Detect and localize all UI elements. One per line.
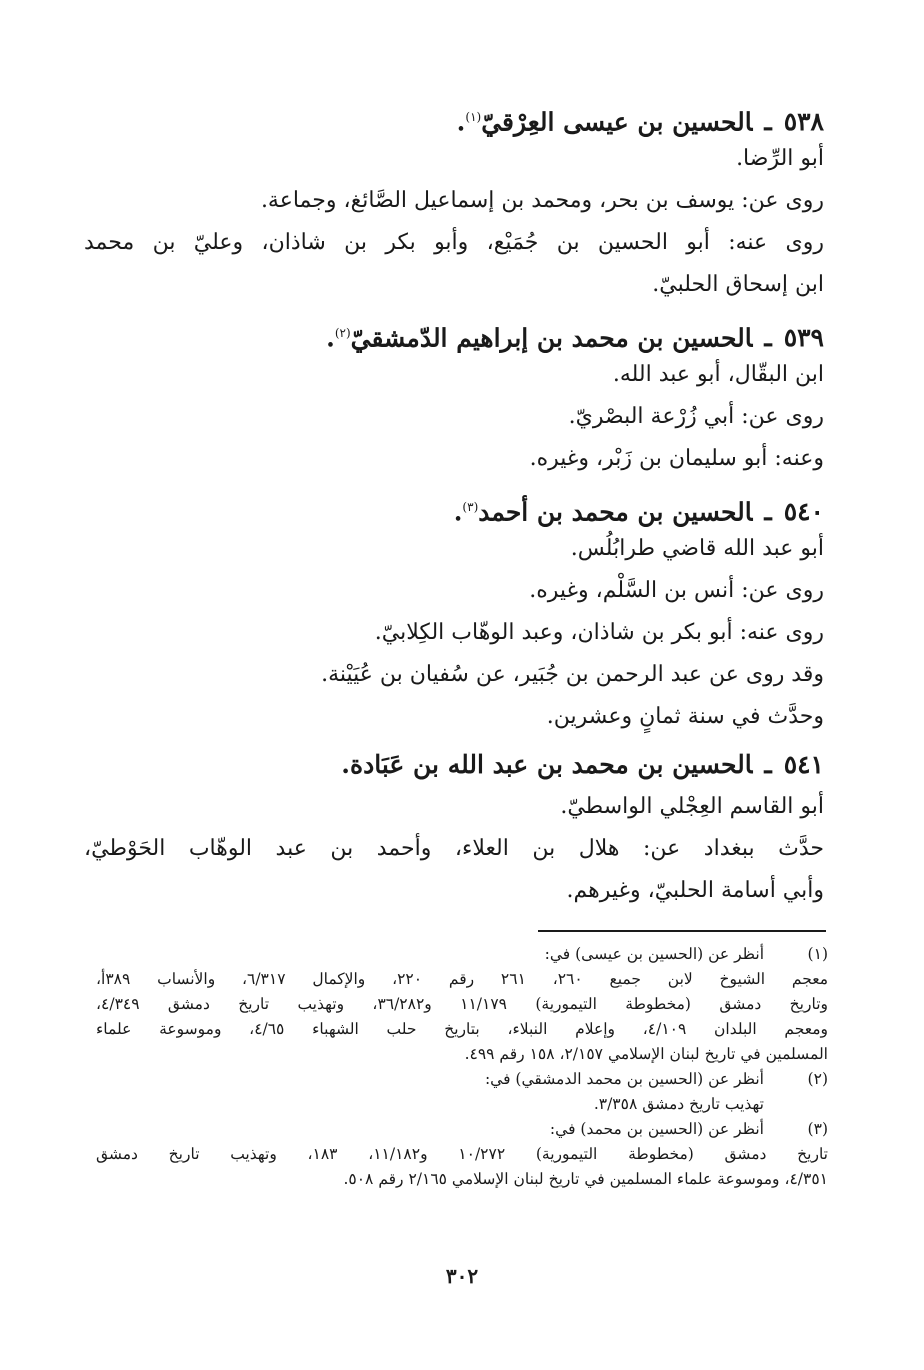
entry-540: [104, 486, 824, 738]
entry-name: الحسين بن محمد بن أحمد: [478, 497, 753, 527]
footnote-ref: (٢): [334, 326, 351, 340]
entry-dash: ـ: [764, 750, 772, 779]
entry-line: روى عنه: أبو الحسين بن جُمَيْع، وأبو بكر بن شاذان، وعليّ بن محمد: [84, 230, 824, 255]
entry-line: روى عنه: أبو بكر بن شاذان، وعبد الوهّاب الكِلابيّ.: [374, 620, 824, 645]
footnote-number: (٢): [807, 1070, 828, 1088]
footnote-line: معجم الشيوخ لابن جميع ٢٦٠، ٢٦١ رقم ٢٢٠، والإكمال ٦/٣١٧، والأنساب ٣٨٩أ،: [96, 970, 828, 988]
entry-line: روى عن: يوسف بن بحر، ومحمد بن إسماعيل الصَّائغ، وجماعة.: [260, 188, 824, 213]
entry-heading: ٥٣٩ـالحسين بن محمد بن إبراهيم الدّمشقيّ$^{(٢)}$.: [326, 323, 824, 353]
entry-line: أبو القاسم العِجْلي الواسطيّ.: [560, 794, 824, 819]
footnote-line: ومعجم البلدان ٤/١٠٩، وإعلام النبلاء، بتاريخ حلب الشهباء ٤/٦٥، وموسوعة علماء: [96, 1020, 829, 1038]
entry-538: [84, 96, 824, 306]
entry-number: ٥٤١: [783, 750, 824, 779]
footnotes: [96, 942, 828, 1192]
entry-line: روى عن: أنس بن السَّلْم، وغيره.: [529, 578, 824, 603]
entry-541: [84, 744, 824, 912]
footnote-heading: أنظر عن (الحسين بن محمد الدمشقي) في:: [484, 1070, 764, 1088]
footnote-line: المسلمين في تاريخ لبنان الإسلامي ٢/١٥٧، ١٥٨ رقم ٤٩٩.: [464, 1045, 828, 1063]
footnote-heading: أنظر عن (الحسين بن عيسى) في:: [544, 945, 764, 963]
entry-line: ابن إسحاق الحلبيّ.: [652, 272, 824, 297]
entry-heading: ٥٣٨ـالحسين بن عيسى العِرْقيّ$^{(١)}$.: [456, 107, 824, 137]
entry-heading: ٥٤١ـالحسين بن محمد بن عبد الله بن عَبَادة.: [341, 750, 824, 779]
footnote-ref: (١): [465, 110, 482, 124]
entry-name: الحسين بن عيسى العِرْقيّ: [481, 107, 753, 137]
entry-name: الحسين بن محمد بن إبراهيم الدّمشقيّ: [350, 323, 753, 353]
entry-dash: ـ: [764, 497, 772, 527]
biography-entries: [84, 96, 824, 912]
footnote-line: ٤/٣٥١، وموسوعة علماء المسلمين في تاريخ لبنان الإسلامي ٢/١٦٥ رقم ٥٠٨.: [343, 1170, 828, 1188]
entry-line: حدَّث ببغداد عن: هلال بن العلاء، وأحمد بن عبد الوهّاب الحَوْطيّ،: [84, 836, 824, 861]
entry-line: أبو الرِّضا.: [736, 146, 824, 171]
entry-dash: ـ: [764, 107, 772, 137]
footnote-heading: أنظر عن (الحسين بن محمد) في:: [549, 1120, 764, 1138]
footnote-divider: [538, 930, 826, 932]
footnote-ref: (٣): [462, 500, 479, 514]
page-number: ٣٠٢: [445, 1264, 479, 1288]
footnote-number: (٣): [807, 1120, 828, 1138]
footnote-3: [96, 1117, 828, 1192]
entry-number: ٥٣٨: [783, 107, 824, 137]
entry-number: ٥٣٩: [783, 323, 824, 353]
entry-number: ٥٤٠: [783, 497, 824, 527]
footnote-number: (١): [807, 945, 828, 963]
entry-line: وقد روى عن عبد الرحمن بن جُبَير، عن سُفيان بن عُيَيْنة.: [321, 662, 824, 687]
entry-line: وحدَّث في سنة ثمانٍ وعشرين.: [546, 704, 824, 729]
entry-539: [104, 312, 824, 480]
footnote-1: [96, 942, 828, 1067]
footnote-line: تهذيب تاريخ دمشق ٣/٣٥٨.: [593, 1095, 764, 1113]
footnote-2: [96, 1067, 828, 1117]
entry-line: ابن البقّال، أبو عبد الله.: [612, 362, 824, 387]
entry-line: وعنه: أبو سليمان بن زَبْر، وغيره.: [529, 446, 824, 471]
entry-line: أبو عبد الله قاضي طرابُلُس.: [570, 536, 824, 561]
footnote-line: تاريخ دمشق (مخطوطة التيمورية) ١٠/٢٧٢ و١١/١٨٢، ١٨٣، وتهذيب تاريخ دمشق: [96, 1145, 829, 1163]
footnote-line: وتاريخ دمشق (مخطوطة التيمورية) ١١/١٧٩ و٣٦/٢٨٢، وتهذيب تاريخ دمشق ٤/٣٤٩،: [96, 995, 828, 1013]
entry-heading: ٥٤٠ـالحسين بن محمد بن أحمد$^{(٣)}$.: [453, 497, 824, 527]
entry-dash: ـ: [764, 323, 772, 353]
entry-line: وأبي أسامة الحلبيّ، وغيرهم.: [566, 878, 824, 903]
entry-name: الحسين بن محمد بن عبد الله بن عَبَادة: [349, 750, 753, 779]
entry-line: روى عن: أبي زُرْعة البصْريّ.: [568, 404, 824, 429]
